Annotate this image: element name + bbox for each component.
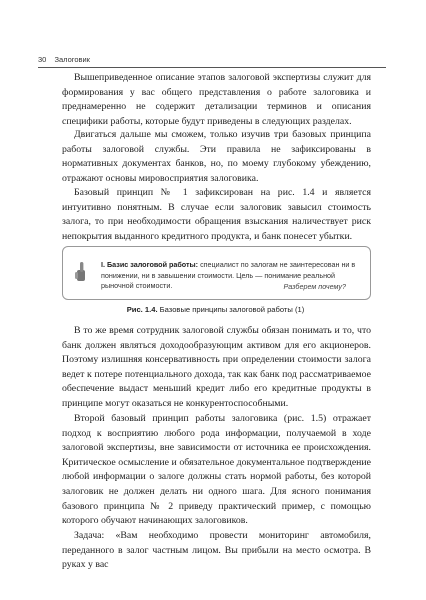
page-header [38,55,386,68]
paragraph-6: Задача: «Вам необходимо провести мониторинг автомобиля, переданного в залог частным лицом. Вы прибыли на место осмотра. В руках у вас [62,530,371,571]
paragraph-1: Вышеприведенное описание этапов залоговой экспертизы служит для формирования у вас общего представления о работе залоговика и преднамеренно не содержит детализации терминов и описания специфики работы, которые будут приведены в следующих разделах. [62,72,371,127]
paragraph-5: Второй базовый принцип работы залоговика (рис. 1.5) отражает подход к восприятию любого рода информации, получаемой в ходе залоговой экспертизы, вне зависимости от источника ее происхождения. Критическое осмысление и обязательное документальное подтверждение любой информации о залоге должны стать нормой работы, без которой залоговик не должен делать ни одного шага. Для ясного понимания базового принципа № 2 приведу практический пример, с помощью которого обучают начинающих залоговиков. [62,413,371,527]
figure-caption [62,305,369,314]
paragraph-3: Базовый принцип № 1 зафиксирован на рис. 1.4 и является интуитивно понятным. В случае если залоговик завысил стоимость залога, то при необходимости обращения взыскания наличествует риск непокрытия выданного кредитного продукта, и банк понесет убытки. [62,187,371,242]
caption-text: Базовые принципы залоговой работы (1) [157,305,305,314]
page-number: 30 [38,55,47,64]
figure-body: специалист по залогам не заинтересован ни в понижении, ни в завышении стоимости. Цель — понимание реальной рыночной стоимости. [101,260,356,291]
paragraph-2: Двигаться дальше мы сможем, только изучив три базовых принципа работы залоговой службы. Эти правила не зафиксированы в нормативных документах банков, но, по моему глубокому убеждению, отражают основы мировосприятия залоговика. [62,129,371,184]
thumbs-up-icon [74,261,88,283]
figure-title: I. Базис залоговой работы: [101,260,199,269]
paragraph-4: В то же время сотрудник залоговой службы обязан понимать и то, что банк должен являться доходообразующим активом для его акционеров. Поэтому излишняя консервативность при определении стоимости залога ведет к потере потенциального дохода, так как банк под рассматриваемое обеспечение выдаст меньший кредит либо его кредитные продукты в принципе могут оказаться не конкурентоспособными. [62,325,371,409]
caption-label: Рис. 1.4. [126,305,158,314]
running-title: Залоговик [54,55,90,64]
figure-box [62,246,371,300]
figure-subtext: Разберем почему? [283,282,346,291]
